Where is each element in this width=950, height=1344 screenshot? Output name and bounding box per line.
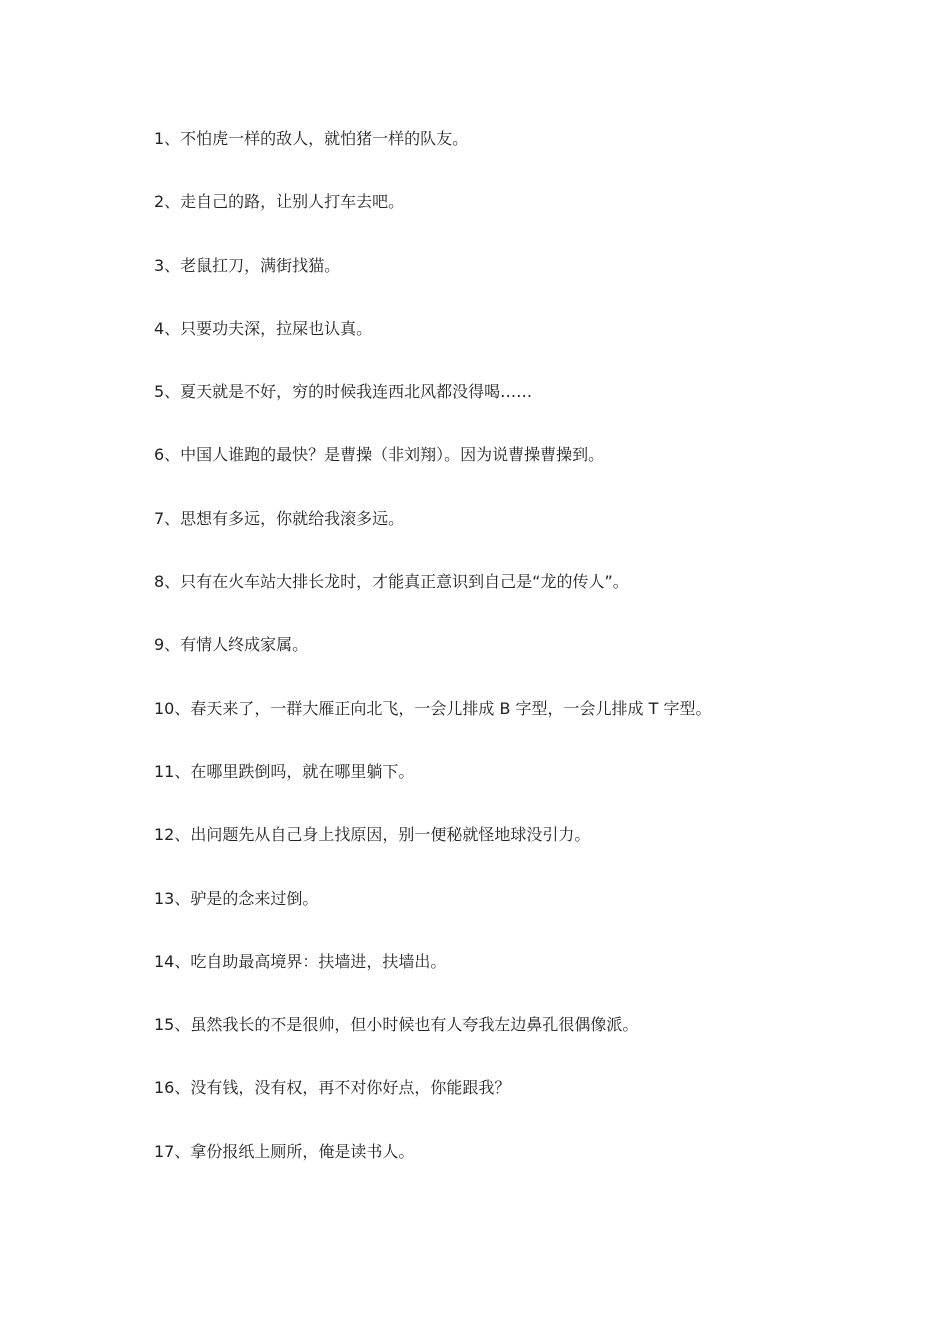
joke-list [154, 124, 894, 1200]
list-item: 10、春天来了，一群大雁正向北飞，一会儿排成 B 字型，一会儿排成 T 字型。 [154, 698, 712, 718]
list-item: 2、走自己的路，让别人打车去吧。 [154, 192, 405, 212]
list-item: 6、中国人谁跑的最快？是曹操（非刘翔）。因为说曹操曹操到。 [154, 445, 605, 465]
list-item: 4、只要功夫深，拉屎也认真。 [154, 318, 373, 338]
list-item: 8、只有在火车站大排长龙时，才能真正意识到自己是“龙的传人”。 [154, 572, 629, 592]
list-item: 13、驴是的念来过倒。 [154, 888, 319, 908]
list-item: 5、夏天就是不好，穷的时候我连西北风都没得喝…… [154, 382, 533, 402]
list-item: 12、出问题先从自己身上找原因，别一便秘就怪地球没引力。 [154, 825, 591, 845]
list-item: 14、吃自助最高境界：扶墙进，扶墙出。 [154, 951, 447, 971]
list-item: 3、老鼠扛刀，满街找猫。 [154, 255, 341, 275]
list-item: 17、拿份报纸上厕所，俺是读书人。 [154, 1141, 415, 1161]
list-item: 1、不怕虎一样的敌人，就怕猪一样的队友。 [154, 129, 469, 148]
list-item: 15、虽然我长的不是很帅，但小时候也有人夸我左边鼻孔很偶像派。 [154, 1015, 639, 1035]
list-item: 11、在哪里跌倒吗，就在哪里躺下。 [154, 761, 415, 781]
list-item: 7、思想有多远，你就给我滚多远。 [154, 508, 405, 528]
list-item: 9、有情人终成家属。 [154, 635, 309, 655]
list-item: 16、没有钱，没有权，再不对你好点，你能跟我？ [154, 1078, 511, 1098]
